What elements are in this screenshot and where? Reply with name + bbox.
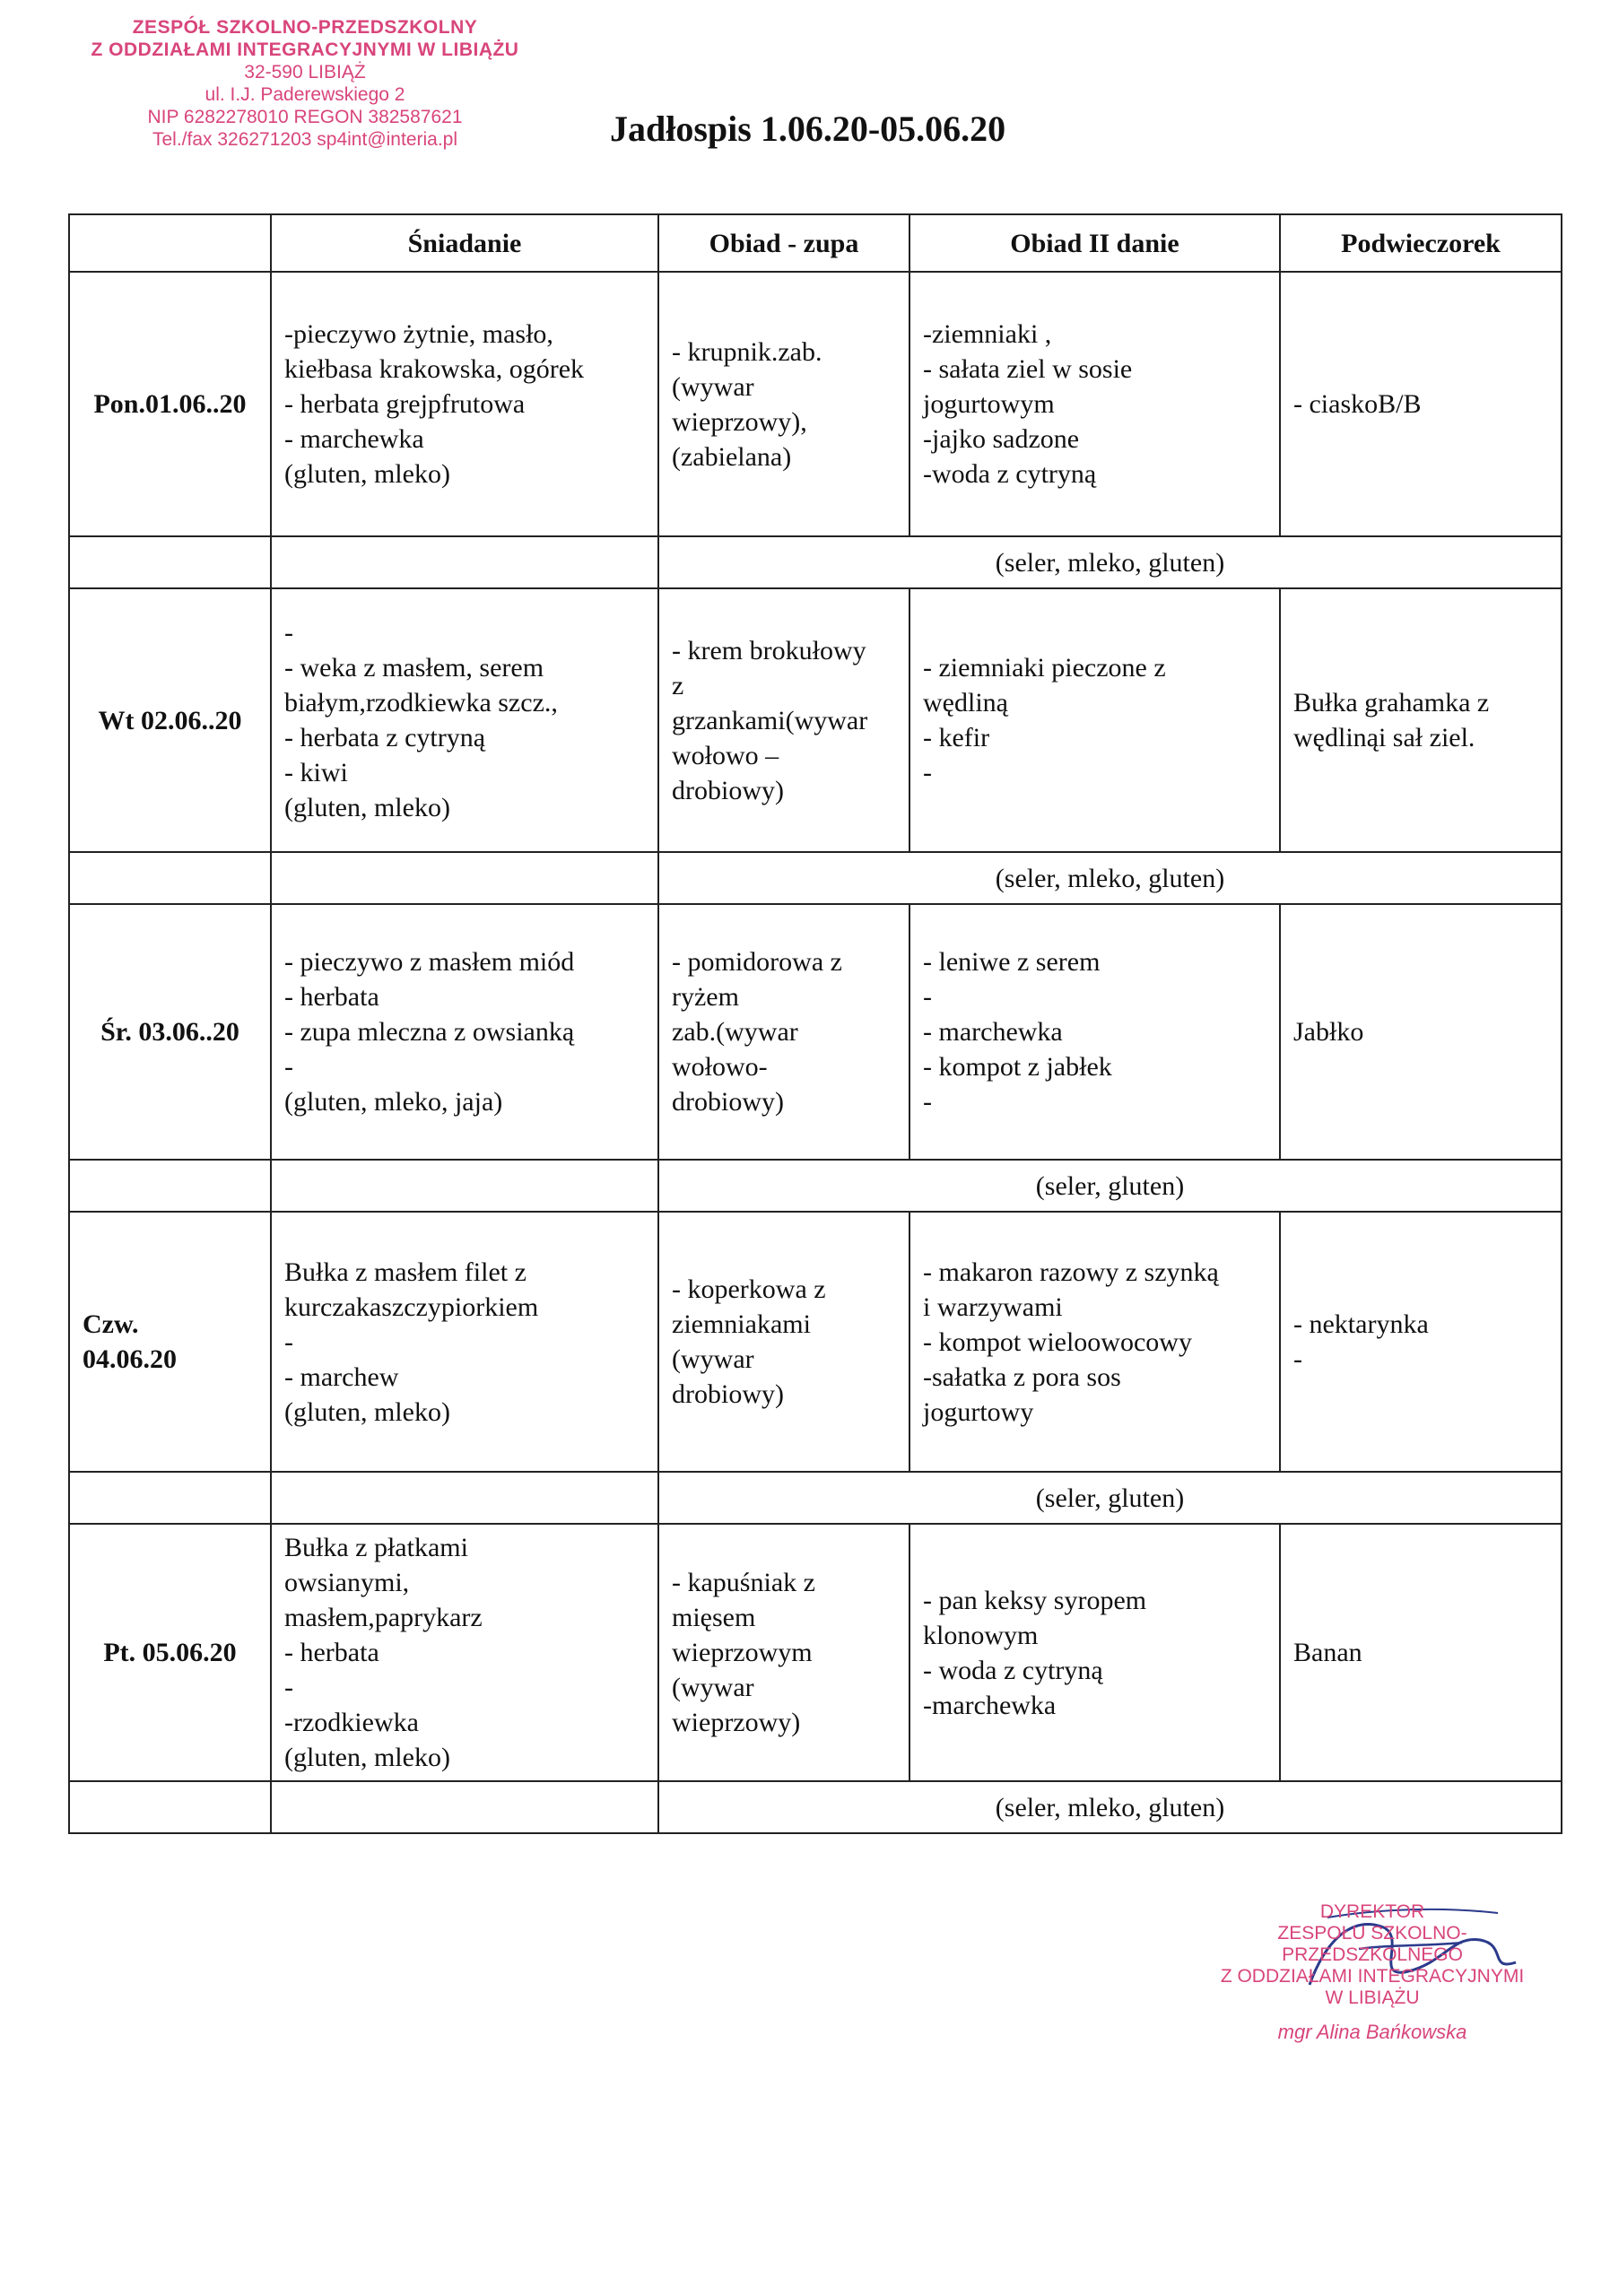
day-label: Pt. 05.06.20 <box>103 1638 237 1667</box>
menu-line: -pieczywo żytnie, masło, <box>284 319 553 349</box>
menu-line: - nektarynka <box>1293 1309 1429 1339</box>
header-row <box>69 214 1562 272</box>
allergen-row <box>69 1160 1562 1212</box>
menu-line: (gluten, mleko, jaja) <box>284 1087 503 1117</box>
day-label: Śr. 03.06..20 <box>100 1017 239 1047</box>
director-stamp <box>1202 1901 1543 2043</box>
day-cell <box>69 272 271 536</box>
day-label: 04.06.20 <box>83 1344 177 1374</box>
menu-line: Bułka z płatkami <box>284 1533 468 1562</box>
director-stamp-line: W LIBIĄŻU <box>1325 1987 1420 2008</box>
main-course-cell <box>909 904 1280 1160</box>
allergen-empty-cell <box>271 1472 658 1524</box>
breakfast-cell <box>271 1524 658 1781</box>
day-cell <box>69 904 271 1160</box>
director-name: mgr Alina Bańkowska <box>1277 2021 1467 2043</box>
soup-cell <box>658 272 909 536</box>
menu-line: -sałatka z pora sos <box>923 1361 1121 1392</box>
allergen-row <box>69 536 1562 588</box>
snack-cell <box>1280 272 1562 536</box>
allergen-empty-cell <box>69 1160 271 1212</box>
menu-line: grzankami(wywar <box>672 705 868 735</box>
soup-cell <box>658 1212 909 1472</box>
menu-line: - ciaskoB/B <box>1293 389 1422 419</box>
allergen-empty-cell <box>69 1781 271 1833</box>
stamp-line: Tel./fax 326271203 sp4int@interia.pl <box>152 129 458 150</box>
menu-line: - pomidorowa z <box>672 947 842 977</box>
allergen-empty-cell <box>69 536 271 588</box>
menu-line: mięsem <box>672 1603 756 1632</box>
menu-line: - kompot z jabłek <box>923 1052 1112 1082</box>
menu-line: - marchew <box>284 1361 399 1392</box>
allergen-empty-cell <box>69 1472 271 1524</box>
menu-line: - <box>284 618 293 648</box>
menu-line: (wywar <box>672 371 754 402</box>
menu-line: - <box>923 1087 932 1117</box>
menu-line: (wywar <box>672 1673 754 1702</box>
allergen-empty-cell <box>271 536 658 588</box>
allergen-empty-cell <box>271 852 658 904</box>
menu-line: - kiwi <box>284 758 348 787</box>
menu-line: owsianymi, <box>284 1568 410 1597</box>
menu-line: wieprzowy), <box>672 406 807 437</box>
snack-cell <box>1280 1212 1562 1472</box>
menu-line: - kefir <box>923 723 990 752</box>
menu-line: jogurtowy <box>923 1396 1034 1427</box>
menu-line: - herbata grejpfrutowa <box>284 389 526 419</box>
stamp-line: 32-590 LIBIĄŻ <box>244 62 366 83</box>
menu-line: -marchewka <box>923 1690 1057 1720</box>
menu-line: wołowo – <box>672 740 779 770</box>
allergen-row <box>69 852 1562 904</box>
menu-line: masłem,paprykarz <box>284 1603 483 1632</box>
menu-line: zab.(wywar <box>672 1017 798 1047</box>
header-cell-danie: Obiad II danie <box>909 214 1280 272</box>
menu-line: wieprzowy) <box>672 1708 801 1737</box>
day-cell <box>69 1524 271 1781</box>
director-stamp-line: Z ODDZIAŁAMI INTEGRACYJNYMI <box>1220 1966 1525 1987</box>
main-course-cell <box>909 1212 1280 1472</box>
allergen-empty-cell <box>271 1781 658 1833</box>
menu-line: - <box>923 982 932 1012</box>
menu-line: - <box>923 758 932 787</box>
day-cell <box>69 1212 271 1472</box>
menu-line: z <box>672 670 684 700</box>
menu-line: - <box>284 1052 293 1082</box>
menu-line: -jajko sadzone <box>923 424 1080 454</box>
menu-line: -ziemniaki , <box>923 319 1052 349</box>
allergen-cell: (seler, gluten) <box>658 1472 1562 1524</box>
menu-line: - herbata z cytryną <box>284 723 486 752</box>
menu-line: - zupa mleczna z owsianką <box>284 1017 575 1047</box>
allergen-cell: (seler, mleko, gluten) <box>658 852 1562 904</box>
menu-line: Bułka z masłem filet z <box>284 1257 527 1287</box>
allergen-empty-cell <box>69 852 271 904</box>
menu-line: - ziemniaki pieczone z <box>923 653 1166 683</box>
menu-line: (gluten, mleko) <box>284 793 450 822</box>
menu-line: - woda z cytryną <box>923 1655 1103 1685</box>
menu-line: - marchewka <box>923 1017 1063 1047</box>
menu-line: - herbata <box>284 982 379 1012</box>
menu-line: - <box>1293 1344 1302 1374</box>
menu-row <box>69 588 1562 852</box>
menu-line: kurczakaszczypiorkiem <box>284 1292 539 1322</box>
menu-line: białym,rzodkiewka szcz., <box>284 688 558 718</box>
menu-line: jogurtowym <box>923 389 1055 419</box>
menu-line: - sałata ziel w sosie <box>923 354 1133 384</box>
menu-line: -woda z cytryną <box>923 459 1097 489</box>
menu-row <box>69 272 1562 536</box>
menu-line: - koperkowa z <box>672 1274 826 1304</box>
allergen-empty-cell <box>271 1160 658 1212</box>
menu-line: (wywar <box>672 1344 754 1374</box>
school-stamp <box>72 16 538 151</box>
menu-line: drobiowy) <box>672 1087 784 1117</box>
menu-line: Banan <box>1293 1638 1362 1667</box>
menu-line: ryżem <box>672 982 739 1012</box>
header-cell-sniadanie: Śniadanie <box>271 214 658 272</box>
menu-line: - herbata <box>284 1638 379 1667</box>
stamp-line: Z ODDZIAŁAMI INTEGRACYJNYMI W LIBIĄŻU <box>91 39 519 60</box>
menu-line: Jabłko <box>1293 1017 1364 1047</box>
soup-cell <box>658 1524 909 1781</box>
menu-line: ziemniakami <box>672 1309 811 1339</box>
stamp-line: ZESPÓŁ SZKOLNO-PRZEDSZKOLNY <box>132 17 478 38</box>
menu-line: (gluten, mleko) <box>284 1396 450 1427</box>
day-label: Pon.01.06..20 <box>93 389 247 419</box>
menu-line: klonowym <box>923 1620 1039 1650</box>
breakfast-cell <box>271 1212 658 1472</box>
menu-row <box>69 1212 1562 1472</box>
breakfast-cell <box>271 904 658 1160</box>
stamp-line: ul. I.J. Paderewskiego 2 <box>205 84 405 105</box>
menu-line: drobiowy) <box>672 775 784 805</box>
menu-row <box>69 904 1562 1160</box>
allergen-row <box>69 1472 1562 1524</box>
menu-line: - <box>284 1673 293 1702</box>
soup-cell <box>658 588 909 852</box>
page-title: Jadłospis 1.06.20-05.06.20 <box>610 109 1006 149</box>
snack-cell <box>1280 588 1562 852</box>
menu-line: - kompot wieloowocowy <box>923 1326 1192 1357</box>
soup-cell <box>658 904 909 1160</box>
menu-line: wędliną <box>923 688 1008 718</box>
menu-line: wieprzowym <box>672 1638 813 1667</box>
menu-table <box>68 213 1562 1834</box>
main-course-cell <box>909 272 1280 536</box>
breakfast-cell <box>271 272 658 536</box>
director-stamp-line: ZESPOŁU SZKOLNO-PRZEDSZKOLNEGO <box>1277 1923 1467 1965</box>
allergen-cell: (seler, gluten) <box>658 1160 1562 1212</box>
allergen-cell: (seler, mleko, gluten) <box>658 536 1562 588</box>
menu-line: wędlinąi sał ziel. <box>1293 723 1475 752</box>
menu-line: (gluten, mleko) <box>284 459 450 489</box>
menu-line: - pieczywo z masłem miód <box>284 947 575 977</box>
main-course-cell <box>909 588 1280 852</box>
menu-line: i warzywami <box>923 1292 1063 1322</box>
header-cell-day <box>69 214 271 272</box>
day-label: Czw. <box>83 1309 139 1339</box>
stamp-line: NIP 6282278010 REGON 382587621 <box>147 107 463 127</box>
menu-line: - weka z masłem, serem <box>284 653 544 683</box>
snack-cell <box>1280 1524 1562 1781</box>
menu-line: -rzodkiewka <box>284 1708 419 1737</box>
menu-line: - leniwe z serem <box>923 947 1101 977</box>
header-cell-podwieczorek: Podwieczorek <box>1280 214 1562 272</box>
allergen-row <box>69 1781 1562 1833</box>
menu-line: Bułka grahamka z <box>1293 688 1490 718</box>
menu-row <box>69 1524 1562 1781</box>
snack-cell <box>1280 904 1562 1160</box>
breakfast-cell <box>271 588 658 852</box>
director-stamp-line: DYREKTOR <box>1319 1901 1425 1922</box>
menu-line: drobiowy) <box>672 1379 784 1409</box>
menu-line: - kapuśniak z <box>672 1568 815 1597</box>
menu-line: - krupnik.zab. <box>672 336 822 367</box>
day-label: Wt 02.06..20 <box>98 705 242 735</box>
menu-line: (gluten, mleko) <box>284 1743 450 1772</box>
main-course-cell <box>909 1524 1280 1781</box>
day-cell <box>69 588 271 852</box>
menu-line: - krem brokułowy <box>672 635 866 665</box>
allergen-cell: (seler, mleko, gluten) <box>658 1781 1562 1833</box>
menu-line: - <box>284 1326 293 1357</box>
menu-line: - makaron razowy z szynką <box>923 1257 1219 1287</box>
menu-line: - pan keksy syropem <box>923 1585 1147 1615</box>
menu-line: (zabielana) <box>672 441 792 472</box>
menu-line: kiełbasa krakowska, ogórek <box>284 354 585 384</box>
header-cell-zupa: Obiad - zupa <box>658 214 909 272</box>
menu-line: wołowo- <box>672 1052 768 1082</box>
menu-line: - marchewka <box>284 424 424 454</box>
